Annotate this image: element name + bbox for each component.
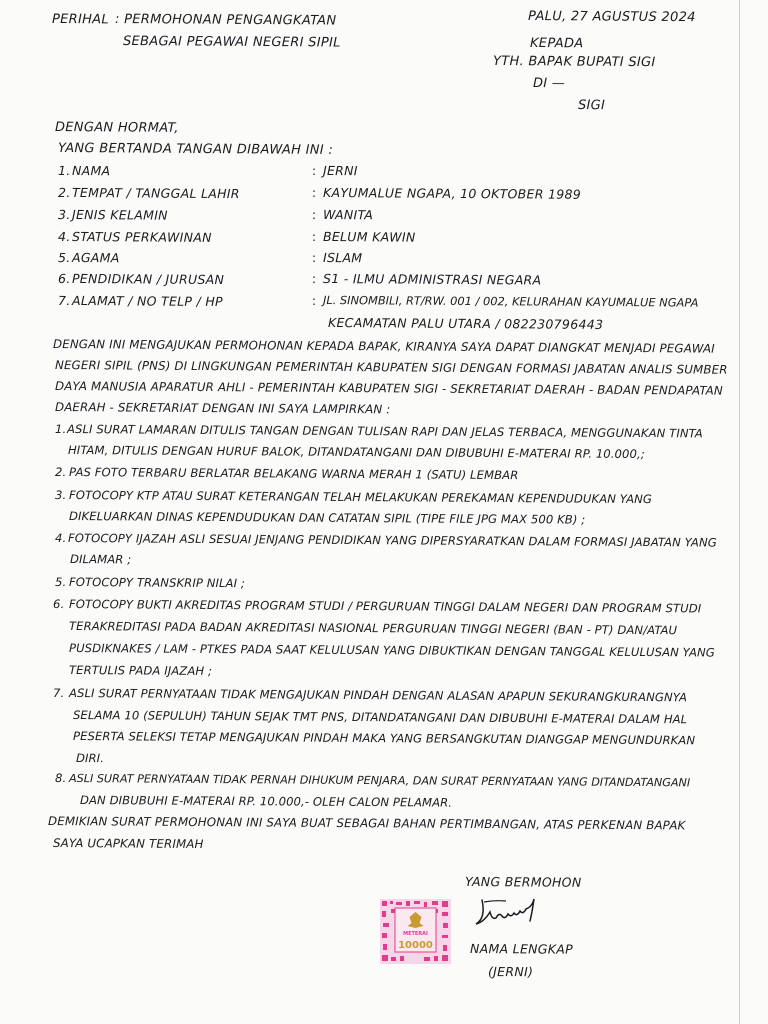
item-line: DILAMAR ; — [69, 552, 132, 567]
paragraph-line: NEGERI SIPIL (PNS) DI LINGKUNGAN PEMERINTAH KABUPATEN SIGI DENGAN FORMASI JABATAN ANALIS SUMBER — [54, 358, 728, 377]
field-label-agama: AGAMA — [71, 250, 120, 266]
paragraph-line: DAERAH - SEKRETARIAT DENGAN INI SAYA LAMPIRKAN : — [54, 400, 391, 417]
item-line: TERTULIS PADA IJAZAH ; — [68, 663, 213, 678]
field-value-status: BELUM KAWIN — [322, 229, 416, 245]
page-edge — [739, 0, 740, 1024]
item-no: 5. — [54, 575, 67, 590]
field-no: 1. — [57, 163, 71, 179]
field-value-alamat: JL. SINOMBILI, RT/RW. 001 / 002, KELURAHAN KAYUMALUE NGAPA — [322, 293, 699, 310]
field-colon: : — [312, 186, 317, 200]
item-no: 6. — [52, 597, 65, 612]
item-no: 1. — [54, 422, 67, 437]
item-no: 8. — [54, 771, 67, 786]
item-line: FOTOCOPY TRANSKRIP NILAI ; — [68, 575, 245, 591]
field-no: 5. — [57, 250, 71, 266]
field-value-alamat-line-2: KECAMATAN PALU UTARA / 082230796443 — [327, 315, 604, 332]
item-line: ASLI SURAT PERNYATAAN TIDAK MENGAJUKAN PINDAH DENGAN ALASAN APAPUN SEKURANGKURANGNYA — [68, 686, 688, 705]
item-no: 3. — [54, 488, 67, 503]
field-label-pendidikan: PENDIDIKAN / JURUSAN — [71, 271, 225, 288]
field-label-alamat: ALAMAT / NO TELP / HP — [71, 293, 223, 310]
place-date: PALU, 27 AGUSTUS 2024 — [527, 9, 696, 26]
item-line: HITAM, DITULIS DENGAN HURUF BALOK, DITANDATANGANI DAN DIBUBUHI E-MATERAI RP. 10.000,; — [67, 443, 645, 462]
perihal-line-2: SEBAGAI PEGAWAI NEGERI SIPIL — [122, 34, 341, 51]
field-value-jenis-kelamin: WANITA — [322, 207, 374, 223]
field-no: 2. — [57, 185, 71, 201]
field-no: 6. — [57, 271, 71, 287]
perihal-label: PERIHAL — [51, 12, 109, 28]
item-line: PAS FOTO TERBARU BERLATAR BELAKANG WARNA MERAH 1 (SATU) LEMBAR — [68, 465, 519, 483]
field-colon: : — [312, 251, 317, 265]
item-line: ASLI SURAT PERNYATAAN TIDAK PERNAH DIHUKUM PENJARA, DAN SURAT PERNYATAAN YANG DITANDATANGANI — [68, 772, 691, 790]
field-colon: : — [312, 294, 317, 308]
field-colon: : — [312, 230, 317, 244]
field-no: 4. — [57, 229, 71, 245]
item-no: 4. — [54, 531, 67, 546]
paragraph-line: DAYA MANUSIA APARATUR AHLI - PEMERINTAH KABUPATEN SIGI - SEKRETARIAT DAERAH - BADAN PENDAPATAN — [54, 379, 723, 398]
field-colon: : — [312, 208, 317, 222]
item-line: TERAKREDITASI PADA BADAN AKREDITASI NASIONAL PERGURUAN TINGGI NEGERI (BAN - PT) DAN/ATAU — [68, 619, 678, 638]
item-line: PUSDIKNAKES / LAM - PTKES PADA SAAT KELULUSAN YANG DIBUKTIKAN DENGAN TANGGAL KELULUSAN YANG — [68, 641, 715, 660]
field-no: 3. — [57, 207, 71, 223]
kepada: KEPADA — [529, 36, 584, 52]
greeting: DENGAN HORMAT, — [54, 120, 179, 136]
item-line: ASLI SURAT LAMARAN DITULIS TANGAN DENGAN TULISAN RAPI DAN JELAS TERBACA, MENGGUNAKAN TINTA — [66, 422, 703, 441]
item-line: FOTOCOPY KTP ATAU SURAT KETERANGAN TELAH MELAKUKAN PEREKAMAN KEPENDUDUKAN YANG — [68, 488, 653, 507]
di-label: DI — — [532, 76, 566, 92]
item-no: 2. — [54, 465, 67, 480]
field-label-jenis-kelamin: JENIS KELAMIN — [71, 207, 168, 223]
field-value-ttl: KAYUMALUE NGAPA, 10 OKTOBER 1989 — [322, 185, 582, 202]
sign-label: YANG BERMOHON — [464, 874, 582, 890]
stamp-label: METERAI — [403, 931, 428, 937]
field-value-pendidikan: S1 - ILMU ADMINISTRASI NEGARA — [322, 271, 542, 288]
field-colon: : — [312, 164, 317, 178]
item-line: DIRI. — [75, 751, 105, 766]
intro-text: YANG BERTANDA TANGAN DIBAWAH INI : — [57, 141, 334, 158]
field-label-nama: NAMA — [71, 163, 111, 179]
city: SIGI — [577, 98, 606, 114]
field-colon: : — [312, 272, 317, 286]
recipient: YTH. BAPAK BUPATI SIGI — [492, 54, 656, 71]
field-label-ttl: TEMPAT / TANGGAL LAHIR — [71, 185, 240, 202]
item-line: FOTOCOPY IJAZAH ASLI SESUAI JENJANG PENDIDIKAN YANG DIPERSYARATKAN DALAM FORMASI JABATAN YANG — [67, 531, 717, 550]
closing-line: SAYA UCAPKAN TERIMAH — [52, 836, 204, 852]
item-line: PESERTA SELEKSI TETAP MENGAJUKAN PINDAH MAKA YANG BERSANGKUTAN DIANGGAP MENGUNDURKAN — [72, 729, 696, 748]
field-value-nama: JERNI — [322, 163, 358, 179]
field-value-agama: ISLAM — [322, 250, 363, 266]
handwritten-signature — [470, 892, 550, 932]
closing-line: DEMIKIAN SURAT PERMOHONAN INI SAYA BUAT SEBAGAI BAHAN PERTIMBANGAN, ATAS PERKENAN BAPAK — [47, 814, 686, 833]
field-label-status: STATUS PERKAWINAN — [71, 229, 212, 245]
perihal-line-1: : PERMOHONAN PENGANGKATAN — [114, 12, 337, 29]
signer-name: (JERNI) — [487, 964, 534, 980]
item-line: SELAMA 10 (SEPULUH) TAHUN SEJAK TMT PNS, DITANDATANGANI DAN DIBUBUHI E-MATERAI DALAM HAL — [72, 708, 688, 727]
item-no: 7. — [52, 686, 65, 701]
e-materai-stamp — [380, 899, 451, 964]
name-label: NAMA LENGKAP — [469, 941, 574, 957]
item-line: FOTOCOPY BUKTI AKREDITAS PROGRAM STUDI / PERGURUAN TINGGI DALAM NEGERI DAN PROGRAM STUDI — [68, 597, 702, 616]
item-line: DIKELUARKAN DINAS KEPENDUDUKAN DAN CATATAN SIPIL (TIPE FILE JPG MAX 500 KB) ; — [68, 509, 586, 527]
stamp-value: 10000 — [398, 940, 433, 951]
paragraph-line: DENGAN INI MENGAJUKAN PERMOHONAN KEPADA BAPAK, KIRANYA SAYA DAPAT DIANGKAT MENJADI PEGAWAI — [52, 337, 715, 356]
item-line: DAN DIBUBUHI E-MATERAI RP. 10.000,- OLEH CALON PELAMAR. — [79, 793, 453, 810]
field-no: 7. — [57, 293, 71, 309]
